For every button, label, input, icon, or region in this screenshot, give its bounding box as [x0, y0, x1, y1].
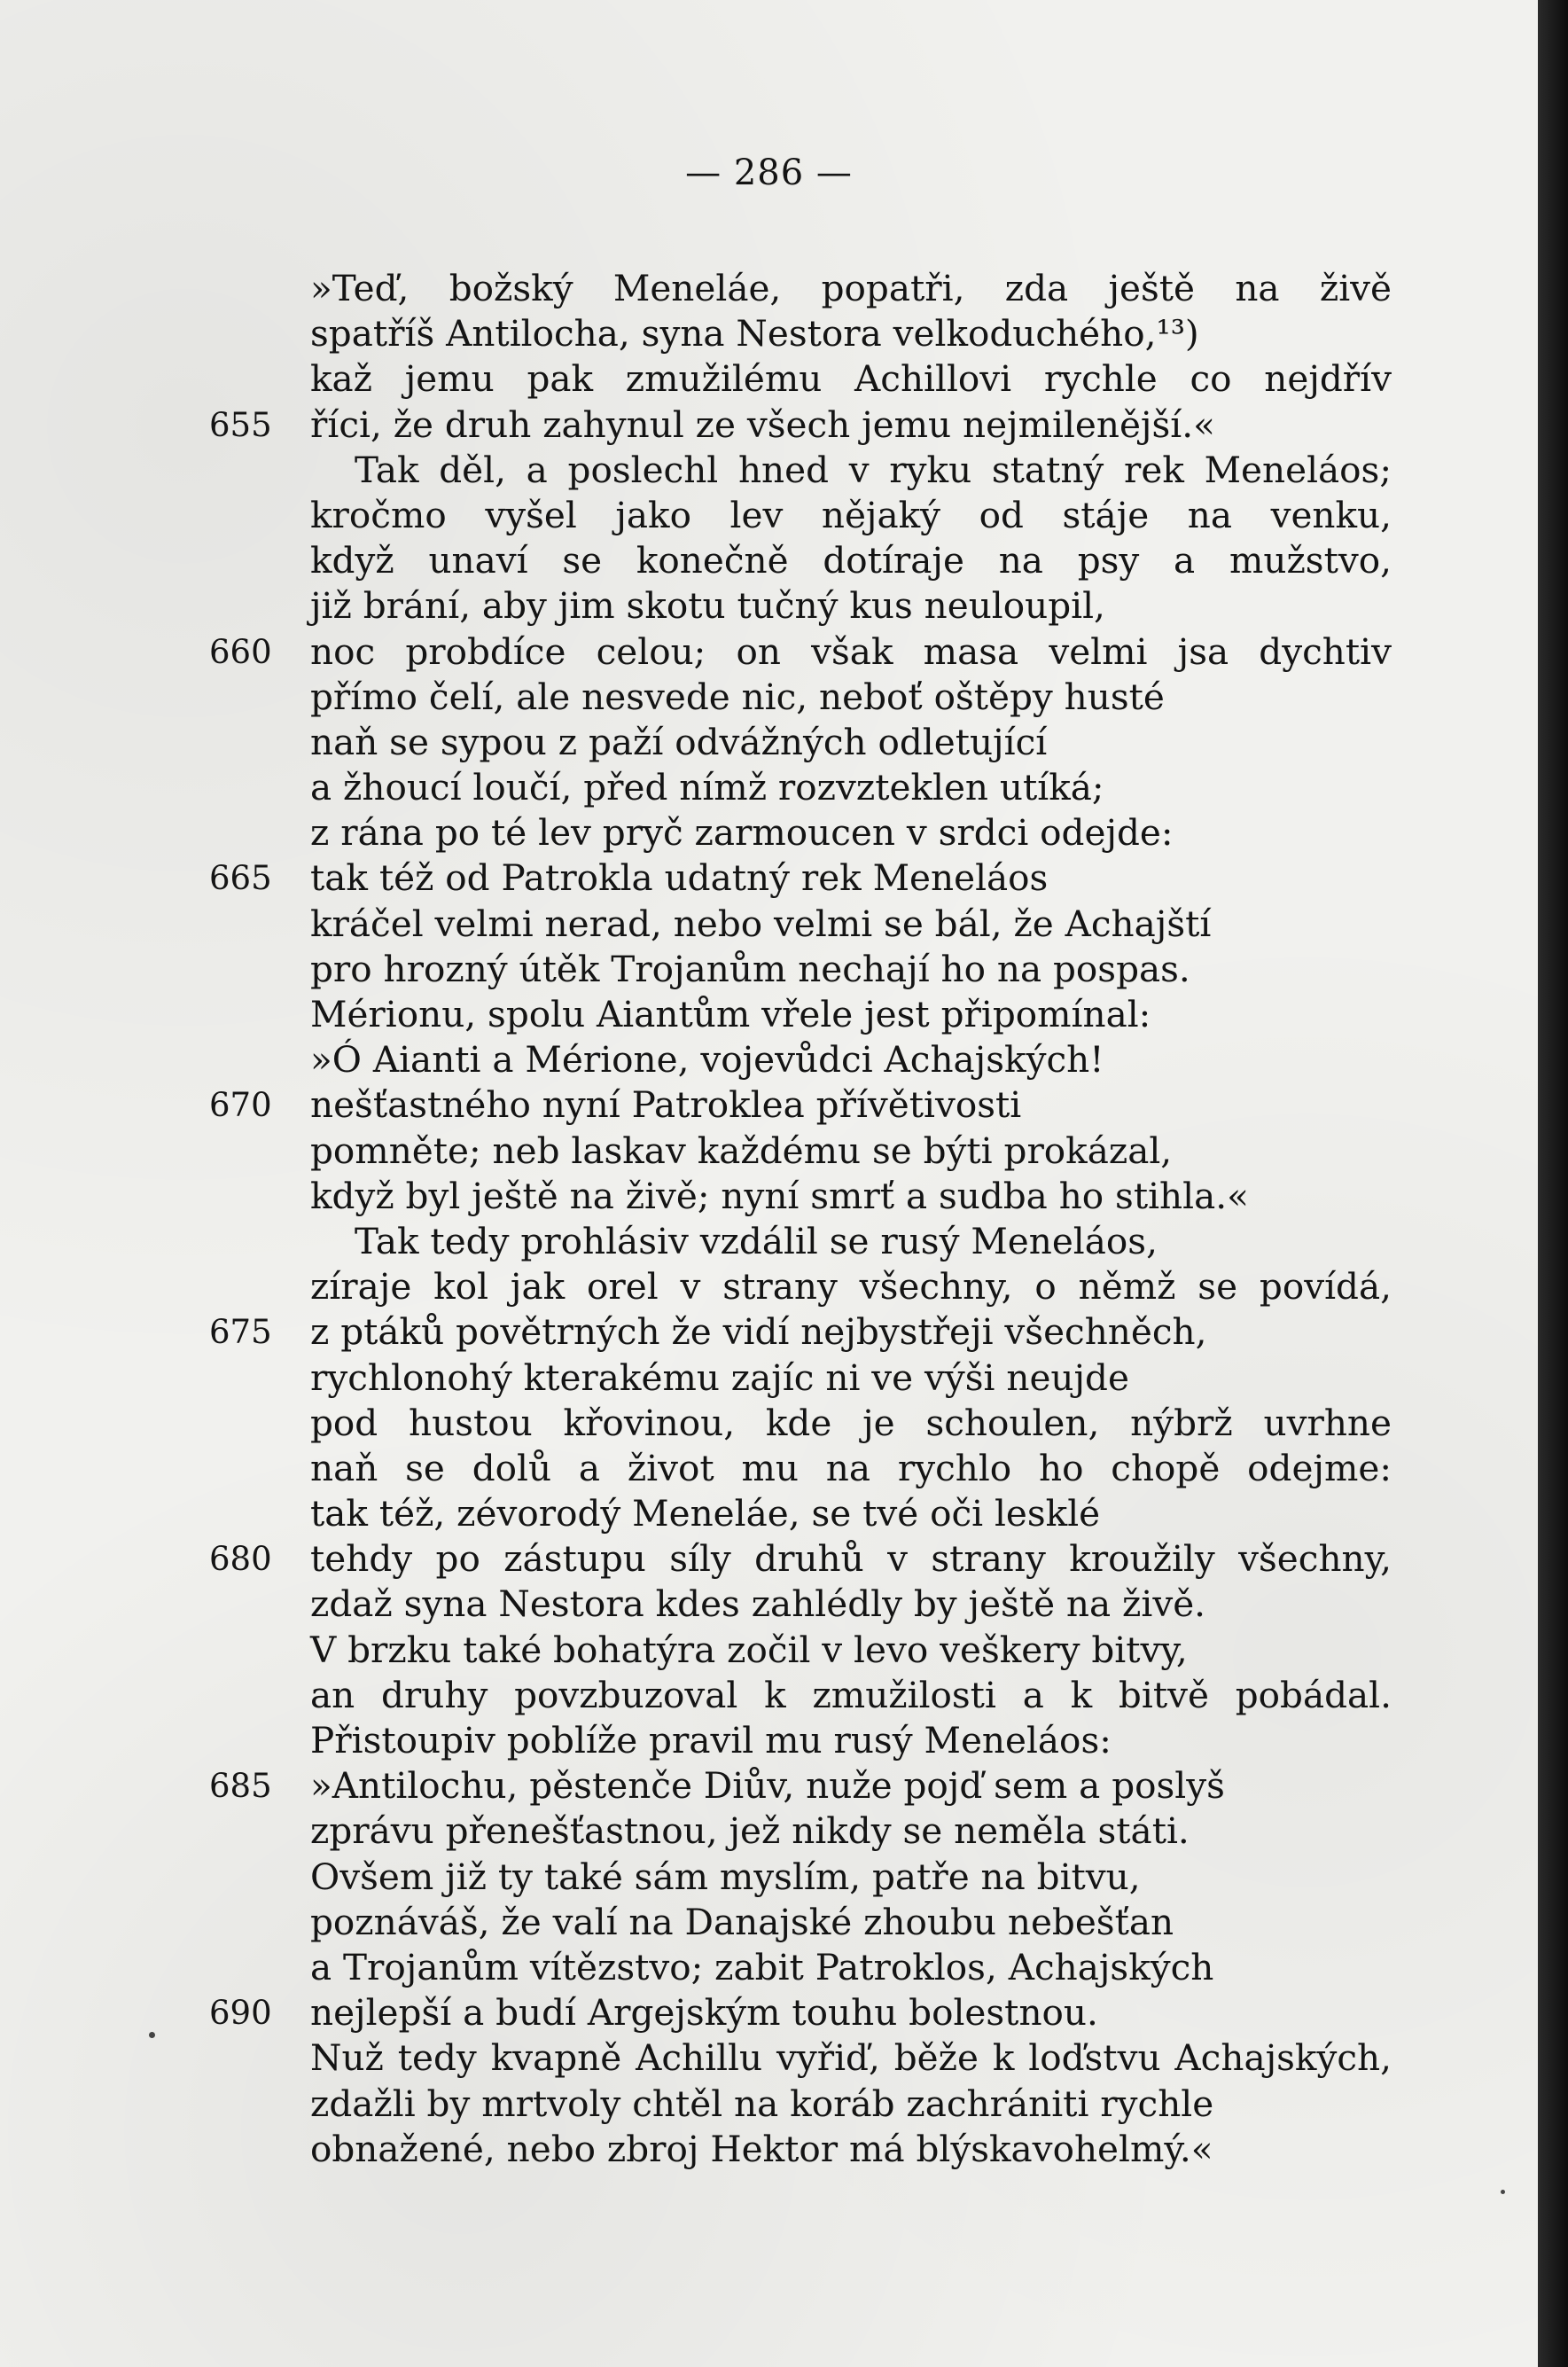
verse-text: Tak tedy prohlásiv vzdálil se rusý Meneláos,: [355, 1219, 1158, 1262]
poem-line: [0, 765, 1538, 810]
verse-text: kročmo vyšel jako lev nějaký od stáje na venku,: [310, 493, 1392, 536]
poem-line: [0, 493, 1538, 538]
verse-text: V brzku také bohatýra zočil v levo veškery bitvy,: [310, 1628, 1188, 1671]
poem-line: [0, 1900, 1538, 1945]
poem-text: [0, 266, 1538, 2172]
verse-text: pro hrozný útěk Trojanům nechají ho na pospas.: [310, 947, 1190, 990]
poem-line: [0, 1219, 1538, 1264]
verse-text: poznáváš, že valí na Danajské zhoubu nebešťan: [310, 1900, 1174, 1943]
verse-text: tak též od Patrokla udatný rek Meneláos: [310, 856, 1049, 900]
verse-text: Nuž tedy kvapně Achillu vyřiď, běže k loďstvu Achajských,: [310, 2036, 1392, 2080]
verse-text: zdažli by mrtvoly chtěl na koráb zachrániti rychle: [310, 2082, 1214, 2125]
poem-line: [0, 947, 1538, 992]
verse-text: tehdy po zástupu síly druhů v strany kroužily všechny,: [310, 1537, 1392, 1581]
poem-line: [0, 538, 1538, 583]
verse-text: Mérionu, spolu Aiantům vřele jest připomínal:: [310, 993, 1151, 1035]
poem-line: [0, 855, 1538, 901]
poem-line: [0, 266, 1538, 311]
verse-text: pomněte; neb laskav každému se býti prokázal,: [310, 1129, 1173, 1172]
poem-line: [0, 1037, 1538, 1082]
poem-line: [0, 1446, 1538, 1491]
verse-number: 680: [209, 1540, 272, 1579]
poem-line: [0, 810, 1538, 855]
verse-text: »Antilochu, pěstenče Diův, nuže pojď sem a poslyš: [310, 1764, 1225, 1808]
poem-line: [0, 902, 1538, 947]
verse-number: 685: [209, 1767, 272, 1806]
poem-line: [0, 1264, 1538, 1309]
verse-text: »Ó Aianti a Mérione, vojevůdci Achajských!: [310, 1038, 1104, 1082]
poem-line: [0, 1990, 1538, 2035]
verse-number: 660: [209, 632, 272, 671]
verse-text: již brání, aby jim skotu tučný kus neuloupil,: [310, 584, 1105, 628]
poem-line: [0, 1945, 1538, 1990]
poem-line: [0, 1355, 1538, 1401]
poem-line: [0, 1718, 1538, 1763]
verse-text: zdaž syna Nestora kdes zahlédly by ještě na živě.: [310, 1582, 1206, 1626]
verse-text: Ovšem již ty také sám myslím, patře na bitvu,: [310, 1855, 1141, 1898]
verse-text: an druhy povzbuzoval k zmužilosti a k bitvě pobádal.: [310, 1673, 1392, 1716]
ink-speck: [1501, 2190, 1505, 2194]
poem-line: [0, 1491, 1538, 1536]
verse-text: nešťastného nyní Patroklea přívětivosti: [310, 1083, 1022, 1127]
poem-line: [0, 720, 1538, 765]
verse-number: 665: [209, 859, 272, 898]
poem-line: [0, 1582, 1538, 1627]
verse-text: přímo čelí, ale nesvede nic, neboť oštěpy husté: [310, 675, 1165, 718]
poem-line: [0, 1174, 1538, 1219]
verse-text: když unaví se konečně dotíraje na psy a mužstvo,: [310, 539, 1392, 582]
verse-text: zprávu přenešťastnou, jež nikdy se neměla státi.: [310, 1809, 1190, 1853]
poem-line: [0, 1309, 1538, 1355]
poem-line: [0, 2127, 1538, 2172]
verse-text: zíraje kol jak orel v strany všechny, o němž se povídá,: [310, 1265, 1392, 1308]
verse-text: z ptáků povětrných že vidí nejbystřeji všechněch,: [310, 1310, 1207, 1354]
verse-text: říci, že druh zahynul ze všech jemu nejmilenější.«: [310, 402, 1215, 446]
verse-text: »Teď, božský Meneláe, popatři, zda ještě na živě: [310, 267, 1392, 309]
verse-text: a Trojanům vítězstvo; zabit Patroklos, Achajských: [310, 1945, 1214, 1988]
poem-line: [0, 2082, 1538, 2127]
poem-line: [0, 2035, 1538, 2081]
verse-text: naň se dolů a život mu na rychlo ho chopě odejme:: [310, 1446, 1392, 1489]
page-edge-shadow: [1538, 0, 1568, 2367]
poem-line: [0, 583, 1538, 629]
verse-text: Tak děl, a poslechl hned v ryku statný rek Meneláos;: [355, 448, 1392, 491]
verse-number: 675: [209, 1313, 272, 1352]
verse-text: kaž jemu pak zmužilému Achillovi rychle co nejdřív: [310, 357, 1392, 401]
poem-line: [0, 675, 1538, 720]
verse-number: 670: [209, 1086, 272, 1125]
ink-speck: [149, 2032, 155, 2038]
verse-number: 655: [209, 405, 272, 444]
verse-text: z rána po té lev pryč zarmoucen v srdci odejde:: [310, 811, 1174, 855]
verse-number: 690: [209, 1994, 272, 2033]
poem-line: [0, 448, 1538, 493]
verse-text: tak též, zévorodý Meneláe, se tvé oči lesklé: [310, 1492, 1101, 1535]
poem-line: [0, 1855, 1538, 1900]
page-number: — 286 —: [685, 152, 853, 193]
verse-text: Přistoupiv poblíže pravil mu rusý Meneláos:: [310, 1719, 1112, 1762]
verse-text: pod hustou křovinou, kde je schoulen, nýbrž uvrhne: [310, 1401, 1392, 1444]
poem-line: [0, 1129, 1538, 1174]
verse-text: když byl ještě na živě; nyní smrť a sudba ho stihla.«: [310, 1174, 1249, 1217]
poem-line: [0, 311, 1538, 356]
poem-line: [0, 1536, 1538, 1582]
verse-text: rychlonohý kterakému zajíc ni ve výši neujde: [310, 1355, 1129, 1399]
verse-text: nejlepší a budí Argejským touhu bolestnou.: [310, 1991, 1098, 2035]
poem-line: [0, 629, 1538, 675]
poem-line: [0, 1763, 1538, 1808]
poem-line: [0, 992, 1538, 1037]
verse-text: spatříš Antilocha, syna Nestora velkoduchého,¹³): [310, 312, 1199, 355]
poem-line: [0, 1673, 1538, 1718]
verse-text: obnažené, nebo zbroj Hektor má blýskavohelmý.«: [310, 2127, 1213, 2170]
verse-text: noc probdíce celou; on však masa velmi jsa dychtiv: [310, 629, 1392, 673]
poem-line: [0, 1401, 1538, 1446]
verse-text: naň se sypou z paží odvážných odletující: [310, 720, 1048, 763]
poem-line: [0, 1628, 1538, 1673]
verse-text: kráčel velmi nerad, nebo velmi se bál, že Achajští: [310, 902, 1212, 945]
verse-text: a žhoucí loučí, před nímž rozvzteklen utíká;: [310, 766, 1104, 809]
poem-line: [0, 1082, 1538, 1128]
poem-line: [0, 1808, 1538, 1854]
poem-line: [0, 402, 1538, 448]
poem-line: [0, 356, 1538, 402]
